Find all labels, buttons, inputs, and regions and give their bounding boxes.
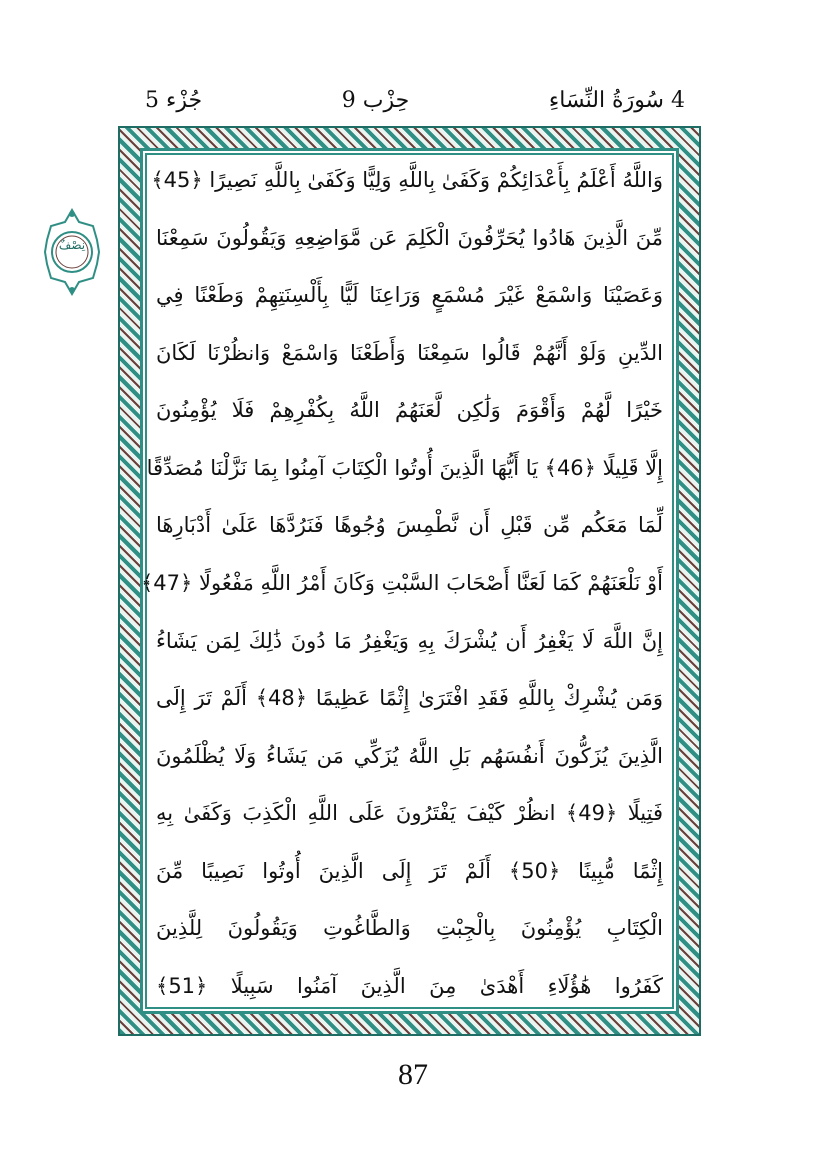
text-line: خَيْرًا لَّهُمْ وَأَقْوَمَ وَلَٰكِن لَّعَنَهُمُ اللَّهُ بِكُفْرِهِمْ فَلَا يُؤْمِنُونَ bbox=[156, 398, 663, 423]
text-line: كَفَرُوا هَٰؤُلَاءِ أَهْدَىٰ مِنَ الَّذِينَ آمَنُوا سَبِيلًا ﴿51﴾ bbox=[156, 973, 663, 998]
text-line: وَاللَّهُ أَعْلَمُ بِأَعْدَائِكُمْ وَكَفَىٰ بِاللَّهِ وَلِيًّا وَكَفَىٰ بِاللَّهِ نَصِيرًا ﴿45﴾ bbox=[151, 168, 663, 192]
text-line: فَتِيلًا ﴿49﴾ انظُرْ كَيْفَ يَفْتَرُونَ عَلَى اللَّهِ الْكَذِبَ وَكَفَىٰ بِهِ bbox=[156, 801, 663, 826]
quran-text bbox=[140, 162, 663, 1004]
text-line: وَعَصَيْنَا وَاسْمَعْ غَيْرَ مُسْمَعٍ وَرَاعِنَا لَيًّا بِأَلْسِنَتِهِمْ وَطَعْنًا فِي bbox=[156, 283, 663, 308]
text-line: الَّذِينَ يُزَكُّونَ أَنفُسَهُم بَلِ اللَّهُ يُزَكِّي مَن يَشَاءُ وَلَا يُظْلَمُونَ bbox=[156, 743, 663, 768]
text-line: مِّنَ الَّذِينَ هَادُوا يُحَرِّفُونَ الْكَلِمَ عَن مَّوَاضِعِهِ وَيَقُولُونَ سَمِعْنَا bbox=[156, 225, 663, 250]
page-number: 87 bbox=[398, 1058, 428, 1091]
juz-number: جُزْء 5 bbox=[145, 87, 203, 113]
hizb-marker-ornament bbox=[43, 208, 101, 296]
text-line: إِثْمًا مُّبِينًا ﴿50﴾ أَلَمْ تَرَ إِلَى الَّذِينَ أُوتُوا نَصِيبًا مِّنَ bbox=[156, 858, 663, 883]
text-line: إِنَّ اللَّهَ لَا يَغْفِرُ أَن يُشْرَكَ بِهِ وَيَغْفِرُ مَا دُونَ ذَٰلِكَ لِمَن يَشَاءُ bbox=[156, 628, 663, 653]
ornamental-border bbox=[118, 126, 701, 1036]
text-line: لِّمَا مَعَكُم مِّن قَبْلِ أَن نَّطْمِسَ وُجُوهًا فَنَرُدَّهَا عَلَىٰ أَدْبَارِهَا bbox=[156, 513, 663, 538]
medallion-icon bbox=[43, 208, 101, 296]
text-line: إِلَّا قَلِيلًا ﴿46﴾ يَا أَيُّهَا الَّذِينَ أُوتُوا الْكِتَابَ آمِنُوا بِمَا نَزَّلْنَا مُصَدِّقًا bbox=[146, 455, 663, 480]
text-line: أَوْ نَلْعَنَهُمْ كَمَا لَعَنَّا أَصْحَابَ السَّبْتِ وَكَانَ أَمْرُ اللَّهِ مَفْعُولًا ﴿47﴾ bbox=[140, 570, 663, 595]
text-line: الدِّينِ وَلَوْ أَنَّهُمْ قَالُوا سَمِعْنَا وَأَطَعْنَا وَاسْمَعْ وَانظُرْنَا لَكَانَ bbox=[156, 340, 663, 365]
page-header bbox=[145, 80, 685, 120]
hizb-number: حِزْب 9 bbox=[341, 87, 410, 113]
text-line: الْكِتَابِ يُؤْمِنُونَ بِالْجِبْتِ وَالطَّاغُوتِ وَيَقُولُونَ لِلَّذِينَ bbox=[156, 916, 663, 941]
hizb-marker-label: نِصْفٌ bbox=[58, 238, 86, 252]
surah-name: 4 سُورَةُ النِّسَاءِ bbox=[548, 87, 685, 113]
text-line: وَمَن يُشْرِكْ بِاللَّهِ فَقَدِ افْتَرَىٰ إِثْمًا عَظِيمًا ﴿48﴾ أَلَمْ تَرَ إِلَى bbox=[156, 686, 663, 711]
